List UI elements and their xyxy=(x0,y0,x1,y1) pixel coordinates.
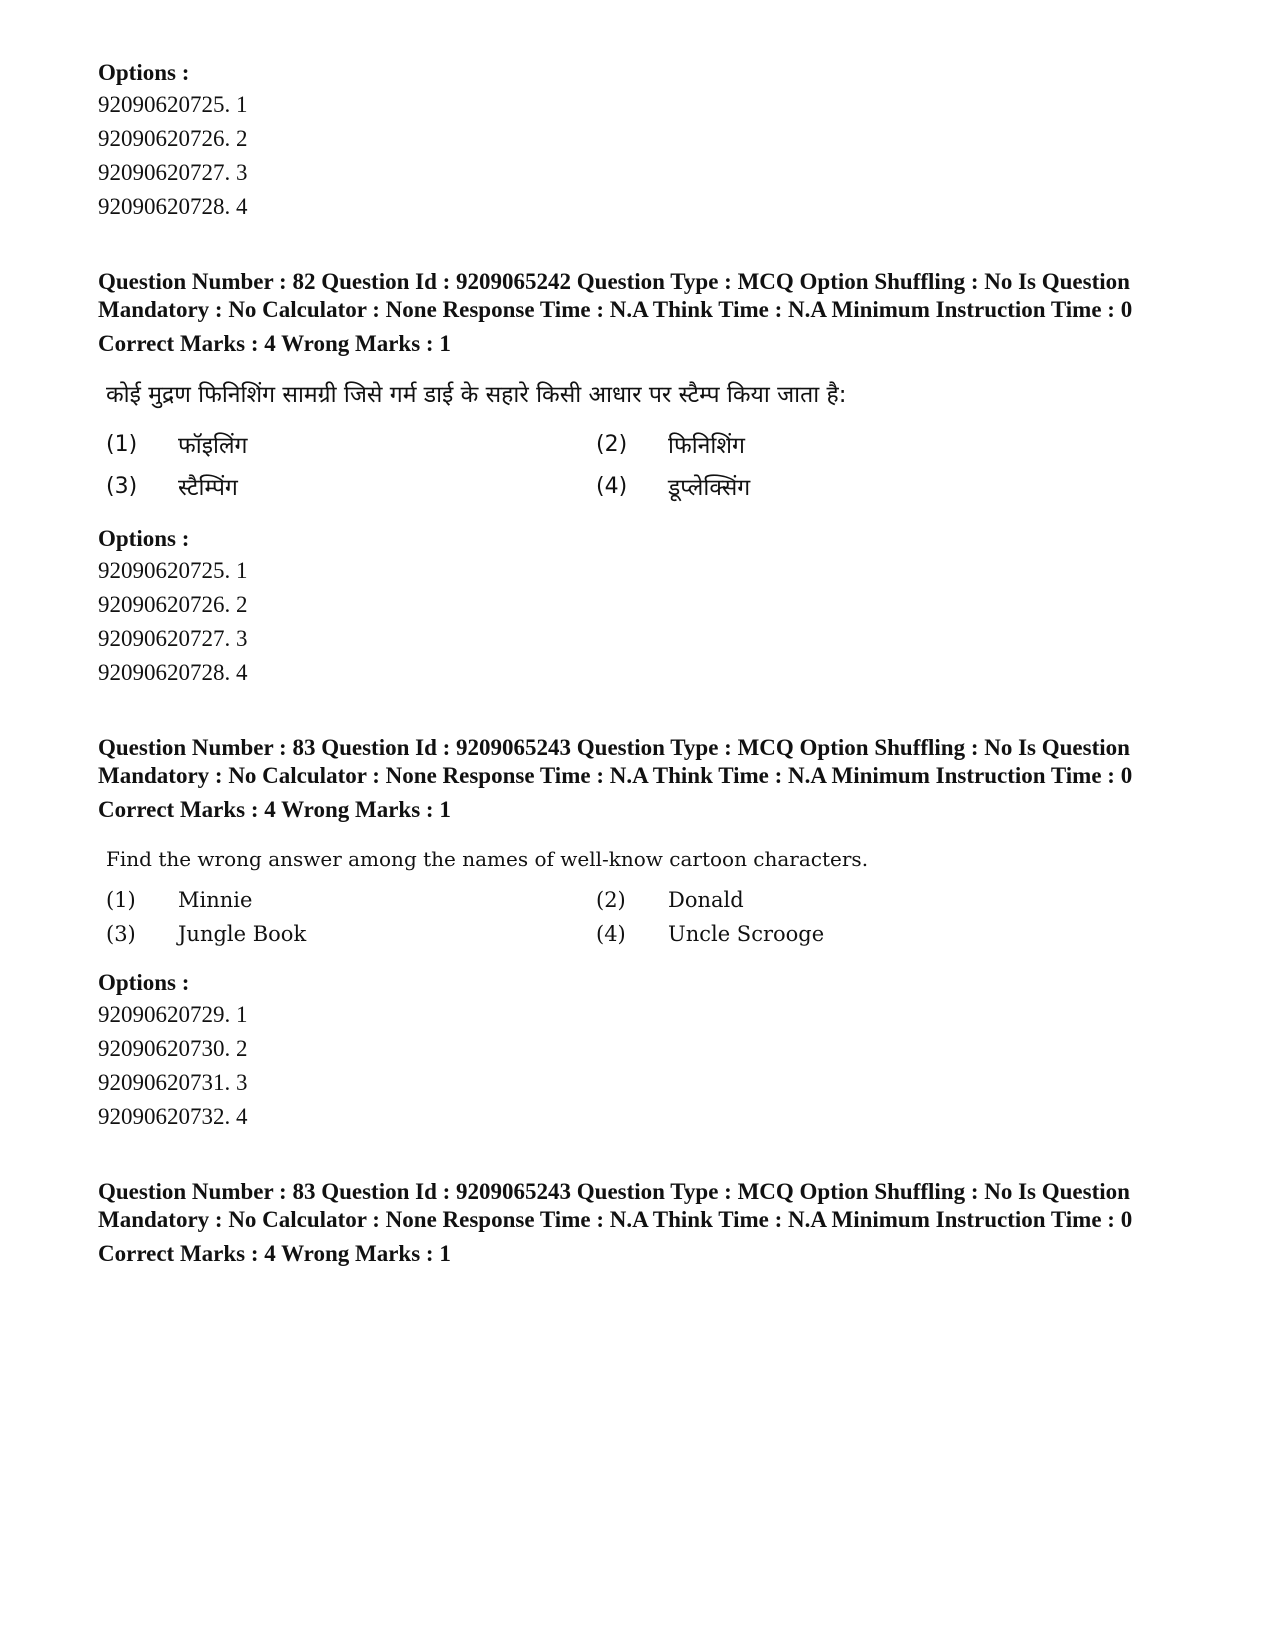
options-block xyxy=(98,968,1188,1134)
question-body xyxy=(98,378,1188,502)
choice-1 xyxy=(106,428,596,460)
question-block-83 xyxy=(98,734,1188,1134)
option-line: 92090620726. 2 xyxy=(98,592,248,617)
option-line: 92090620729. 1 xyxy=(98,1002,248,1027)
question-marks: Correct Marks : 4 Wrong Marks : 1 xyxy=(98,1241,451,1266)
choice-number: (3) xyxy=(106,922,136,946)
options-title: Options : xyxy=(98,526,190,551)
choice-number: (1) xyxy=(106,888,136,912)
question-block-83-repeat xyxy=(98,1178,1188,1268)
choice-text: Donald xyxy=(668,888,744,912)
options-block xyxy=(98,524,1188,690)
choice-3 xyxy=(106,922,596,946)
option-line: 92090620728. 4 xyxy=(98,194,248,219)
choice-1 xyxy=(106,888,596,912)
question-header: Question Number : 83 Question Id : 9209065243 Question Type : MCQ Option Shuffling : No Is Question Mandatory : No Calculator : None Response Time : N.A Think Time : N.A Minimum Instruction Time : 0 xyxy=(98,1179,1133,1232)
choice-text: स्टैम्पिंग xyxy=(178,475,238,501)
option-line: 92090620727. 3 xyxy=(98,160,248,185)
choice-number: (2) xyxy=(596,888,626,912)
options-block-top xyxy=(98,58,1188,224)
choice-number: (1) xyxy=(106,431,138,457)
question-header: Question Number : 82 Question Id : 9209065242 Question Type : MCQ Option Shuffling : No Is Question Mandatory : No Calculator : None Response Time : N.A Think Time : N.A Minimum Instruction Time : 0 xyxy=(98,269,1133,322)
choice-text: Minnie xyxy=(178,888,253,912)
option-line: 92090620731. 3 xyxy=(98,1070,248,1095)
question-marks: Correct Marks : 4 Wrong Marks : 1 xyxy=(98,797,451,822)
choice-text: Uncle Scrooge xyxy=(668,922,825,946)
choice-number: (2) xyxy=(596,431,628,457)
choice-text: Jungle Book xyxy=(178,922,307,946)
choice-number: (3) xyxy=(106,473,138,499)
choice-text: फॉइलिंग xyxy=(178,433,248,459)
option-line: 92090620728. 4 xyxy=(98,660,248,685)
option-line: 92090620725. 1 xyxy=(98,92,248,117)
option-line: 92090620726. 2 xyxy=(98,126,248,151)
option-line: 92090620727. 3 xyxy=(98,626,248,651)
option-line: 92090620732. 4 xyxy=(98,1104,248,1129)
question-text: कोई मुद्रण फिनिशिंग सामग्री जिसे गर्म डाई के सहारे किसी आधार पर स्टैम्प किया जाता है: xyxy=(106,382,847,408)
choice-3 xyxy=(106,470,596,502)
choices-grid xyxy=(106,888,1188,946)
question-body xyxy=(98,844,1188,946)
options-title: Options : xyxy=(98,60,190,85)
document-page xyxy=(98,58,1188,1268)
question-text: Find the wrong answer among the names of well-know cartoon characters. xyxy=(106,847,869,871)
choice-text: फिनिशिंग xyxy=(668,433,745,459)
question-header: Question Number : 83 Question Id : 9209065243 Question Type : MCQ Option Shuffling : No Is Question Mandatory : No Calculator : None Response Time : N.A Think Time : N.A Minimum Instruction Time : 0 xyxy=(98,735,1133,788)
choice-number: (4) xyxy=(596,473,628,499)
choice-text: डूप्लेक्सिंग xyxy=(668,475,751,501)
choice-2 xyxy=(596,428,1086,460)
choice-4 xyxy=(596,470,1086,502)
options-title: Options : xyxy=(98,970,190,995)
choice-2 xyxy=(596,888,1086,912)
question-block-82 xyxy=(98,268,1188,690)
choice-number: (4) xyxy=(596,922,626,946)
choice-4 xyxy=(596,922,1086,946)
option-line: 92090620730. 2 xyxy=(98,1036,248,1061)
question-marks: Correct Marks : 4 Wrong Marks : 1 xyxy=(98,331,451,356)
option-line: 92090620725. 1 xyxy=(98,558,248,583)
choices-grid xyxy=(106,428,1188,502)
